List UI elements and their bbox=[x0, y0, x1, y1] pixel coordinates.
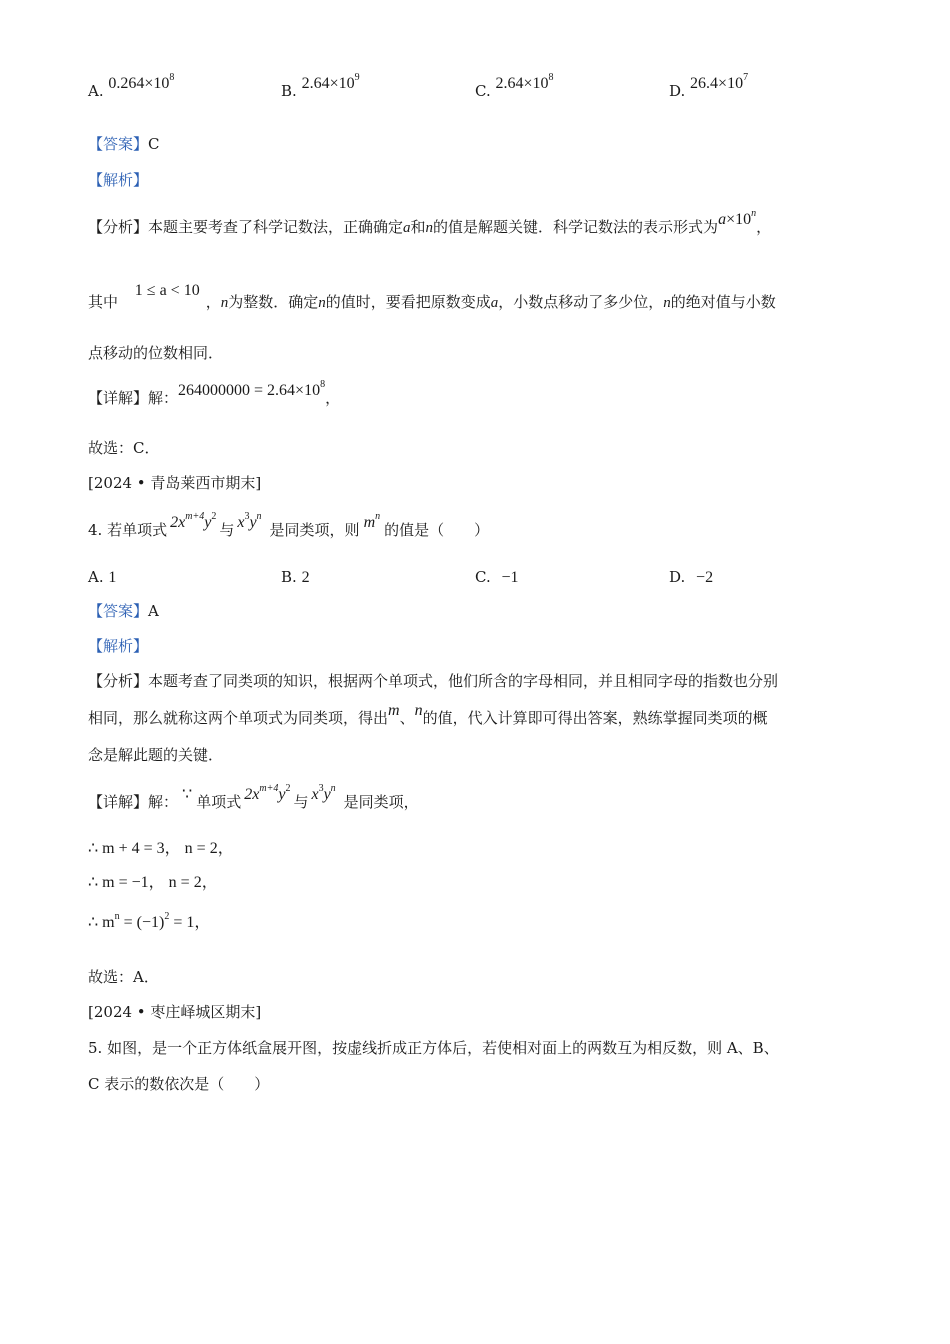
q3-fenxi-line1: 【分析】本题主要考查了科学记数法，正确确定a和n的值是解题关键．科学记数法的表示形式为$a\times 10^n$， bbox=[88, 208, 772, 236]
q3-option-a: A. $0.264\times 10^8$ bbox=[88, 72, 175, 100]
q4-step2: ∴ m = −1， n = 2， bbox=[88, 874, 218, 891]
q3-option-b-value: $2.64\times 10^9$ bbox=[301, 72, 360, 92]
q3-fenxi-line2: 其中 1 ≤ a < 10，n为整数．确定n的值时，要看把原数变成a，小数点移动了多少位，n的绝对值与小数 bbox=[88, 282, 776, 311]
q5-stem-line2: C 表示的数依次是（ ） bbox=[88, 1075, 270, 1093]
q4-fenxi-line3: 念是解此题的关键． bbox=[88, 746, 224, 764]
q3-option-c: C. $2.64\times 10^8$ bbox=[475, 72, 554, 100]
q4-option-b: B. 2 bbox=[281, 568, 310, 586]
q4-step1: ∴ m + 4 = 3， n = 2， bbox=[88, 840, 234, 857]
q4-step3: ∴ $m^n = (-1)^2 = 1$， bbox=[88, 911, 211, 931]
q4-fenxi-line2: 相同，那么就称这两个单项式为同类项，得出m、n的值，代入计算即可得出答案，熟练掌握同类项的概 bbox=[88, 702, 768, 727]
q3-option-d-value: $26.4\times 10^7$ bbox=[690, 72, 749, 92]
source-q5: [2024 • 枣庄峄城区期末] bbox=[88, 1003, 262, 1021]
q3-fenxi-line3: 点移动的位数相同． bbox=[88, 344, 224, 362]
q3-option-b: B. $2.64\times 10^9$ bbox=[281, 72, 360, 100]
q3-option-a-value: $0.264\times 10^8$ bbox=[108, 72, 175, 92]
q3-option-c-value: $2.64\times 10^8$ bbox=[495, 72, 554, 92]
q5-stem-line1: 5. 如图，是一个正方体纸盒展开图，按虚线折成正方体后，若使相对面上的两数互为相反数，则 A、B、 bbox=[88, 1039, 779, 1057]
q3-answer: 【答案】C bbox=[88, 135, 160, 153]
q4-stem: 4. 若单项式 $2x^{m+4}y^2$与 $x^3y^n$是同类项，则 $m^n$的值是（ ） bbox=[88, 511, 490, 539]
source-q4: [2024 • 青岛莱西市期末] bbox=[88, 474, 262, 492]
q4-detail: 【详解】解： ∵ 单项式 $2x^{m+4}y^2$与 $x^3y^n$是同类项， bbox=[88, 783, 419, 811]
q4-fenxi-line1: 【分析】本题考查了同类项的知识，根据两个单项式，他们所含的字母相同，并且相同字母的指数也分别 bbox=[88, 672, 779, 690]
q4-option-a: A. 1 bbox=[88, 568, 117, 586]
q3-option-d: D. $26.4\times 10^7$ bbox=[669, 72, 749, 100]
q3-detail: 【详解】解：$264000000 = 2.64\times 10^8$， bbox=[88, 379, 341, 407]
q4-answer: 【答案】A bbox=[88, 602, 159, 620]
q4-option-d: D. −2 bbox=[669, 568, 714, 586]
q3-analysis-tag: 【解析】 bbox=[88, 171, 149, 189]
q4-analysis-tag: 【解析】 bbox=[88, 637, 149, 655]
q3-choose: 故选：C． bbox=[88, 439, 160, 457]
q4-choose: 故选：A． bbox=[88, 968, 159, 986]
q4-option-c: C. −1 bbox=[475, 568, 519, 586]
